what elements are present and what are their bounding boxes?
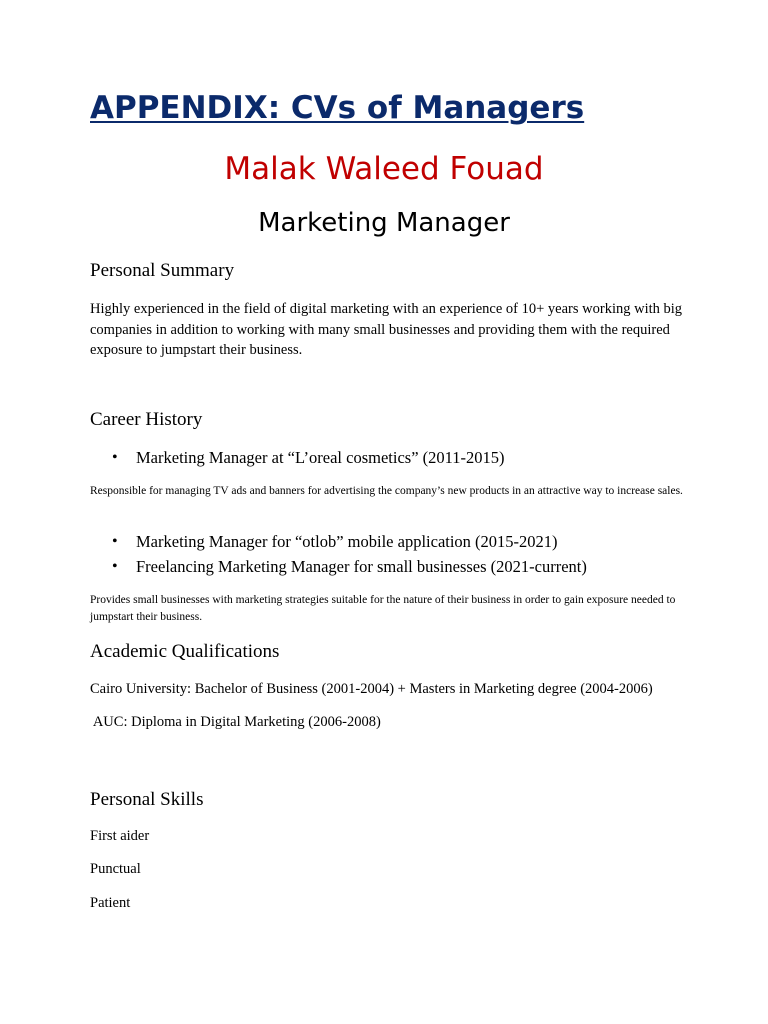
career-item-text: Marketing Manager at “L’oreal cosmetics” (2011-2015) xyxy=(136,448,505,467)
career-list-2 xyxy=(112,530,587,579)
summary-heading: Personal Summary xyxy=(90,260,235,281)
career-list-1 xyxy=(112,446,505,471)
career-item xyxy=(112,530,587,555)
summary-text: Highly experienced in the field of digital marketing with an experience of 10+ years working with big companies in addition to working with many small businesses and providing them with the required exposure to jumpstart their business. xyxy=(90,301,683,358)
skill-item: Punctual xyxy=(90,861,141,877)
career-note-2: Provides small businesses with marketing strategies suitable for the nature of their business in order to gain exposure needed to jumpstart their business. xyxy=(90,594,676,623)
person-name: Malak Waleed Fouad xyxy=(224,151,544,187)
career-item-text: Marketing Manager for “otlob” mobile application (2015-2021) xyxy=(136,532,558,551)
career-item xyxy=(112,555,587,580)
academic-item: Cairo University: Bachelor of Business (2001-2004) + Masters in Marketing degree (2004-2006) xyxy=(90,681,653,697)
bullet-icon: • xyxy=(112,533,118,550)
skills-heading: Personal Skills xyxy=(90,789,204,810)
bullet-icon: • xyxy=(112,449,118,466)
appendix-title: APPENDIX: CVs of Managers xyxy=(90,90,585,126)
person-role: Marketing Manager xyxy=(258,208,510,238)
career-heading: Career History xyxy=(90,409,203,430)
career-note-1: Responsible for managing TV ads and banners for advertising the company’s new products in an attractive way to increase sales. xyxy=(90,485,683,497)
academic-heading: Academic Qualifications xyxy=(90,641,280,662)
skill-item: Patient xyxy=(90,895,131,911)
career-item-text: Freelancing Marketing Manager for small businesses (2021-current) xyxy=(136,556,587,576)
bullet-icon: • xyxy=(112,557,118,575)
academic-item: AUC: Diploma in Digital Marketing (2006-2008) xyxy=(90,714,381,730)
skill-item: First aider xyxy=(90,828,150,844)
career-item xyxy=(112,446,505,471)
